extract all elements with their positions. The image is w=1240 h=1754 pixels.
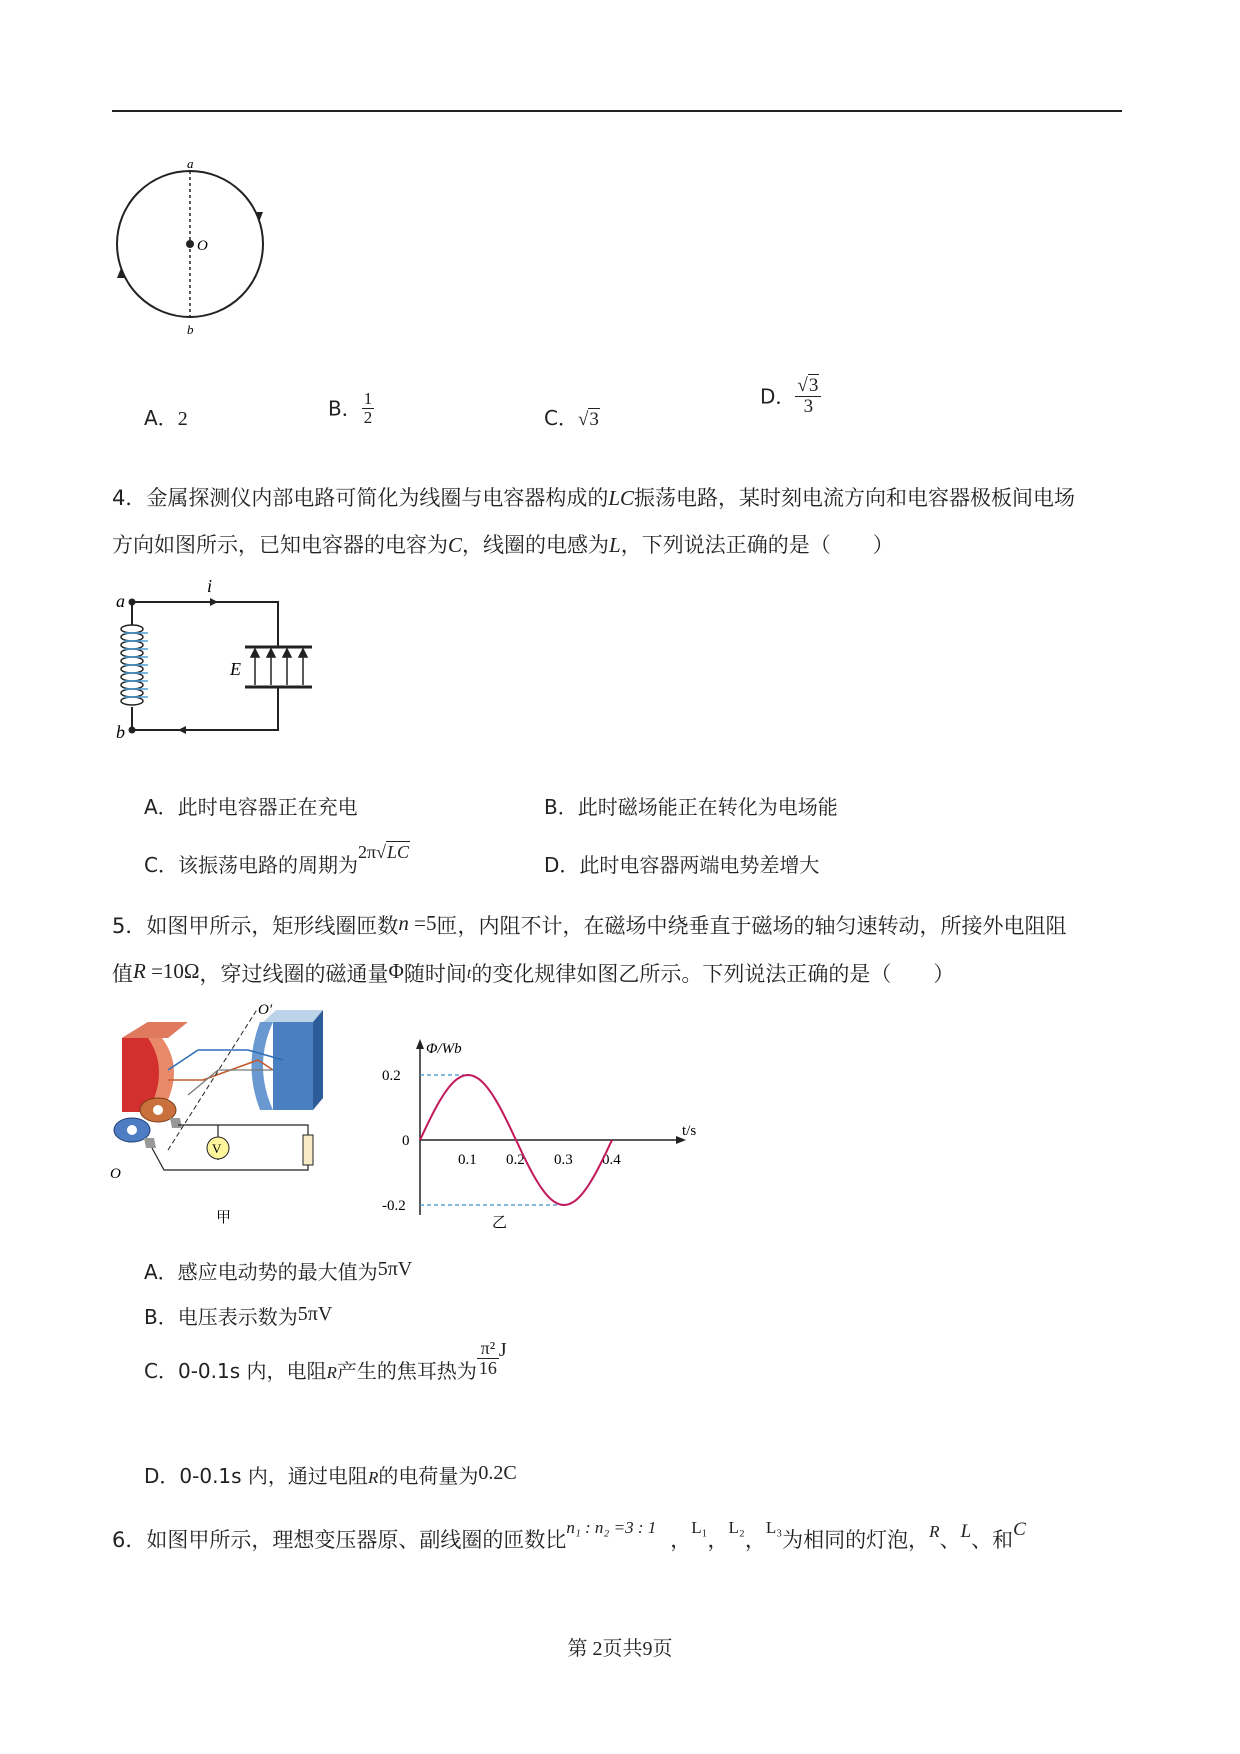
header-rule bbox=[112, 110, 1122, 112]
y-tick-label: 0.2 bbox=[382, 1068, 401, 1084]
lamp-l2: L₂ bbox=[728, 1518, 745, 1537]
fraction bbox=[795, 376, 821, 417]
sqrt-expr: √3 bbox=[577, 409, 599, 430]
option-letter: D． bbox=[760, 384, 796, 409]
var-t: t bbox=[466, 965, 472, 982]
q5-flux-chart bbox=[380, 1035, 710, 1230]
radicand: 3 bbox=[589, 409, 599, 430]
q3-label-b: b bbox=[187, 322, 194, 337]
chart-ylabel: Φ/Wb bbox=[426, 1041, 462, 1057]
fraction: $\frac{\text{π²}}{16}$ bbox=[478, 1338, 497, 1378]
option-letter: B． bbox=[328, 396, 362, 421]
q5-stem-line2: 值R =10Ω，穿过线圈的磁通量Φ随时间t的变化规律如图乙所示。下列说法正确的是（ ） bbox=[112, 959, 955, 986]
q6-stem-line1: 6．如图甲所示，理想变压器原、副线圈的匝数比$^{n_1 : n_2 =3 : 1}$，$^{L_1}$，$^{L_2}$，$^{L_3}$为相同的灯泡，$^R$、L、和C bbox=[112, 1518, 1026, 1552]
value: 0.2C bbox=[478, 1462, 517, 1484]
x-tick-label: 0.1 bbox=[458, 1152, 477, 1168]
q4-lc-circuit-figure bbox=[110, 575, 320, 745]
var-lc: LC bbox=[608, 486, 635, 510]
frac-num: 1 bbox=[363, 389, 373, 408]
q5-option-c[interactable]: C．0-0.1s 内，电阻R产生的焦耳热为 $\frac{\text{π²}}{16}$ J bbox=[144, 1338, 507, 1383]
q5-generator-figure bbox=[108, 1000, 328, 1235]
frac-den: 3 bbox=[803, 395, 814, 417]
q5-option-d[interactable]: D．0-0.1s 内，通过电阻R的电荷量为0.2C bbox=[144, 1462, 517, 1488]
var-n: n bbox=[398, 911, 409, 935]
page-footer: 第 2页共9页 bbox=[567, 1638, 673, 1660]
q5-option-a[interactable]: A．感应电动势的最大值为5πV bbox=[144, 1258, 413, 1284]
fig2-caption: 乙 bbox=[492, 1215, 508, 1230]
label-o-prime: O′ bbox=[258, 1002, 273, 1018]
option-letter: A． bbox=[144, 406, 178, 430]
lamp-l3: L₃ bbox=[765, 1518, 783, 1537]
var-r: R bbox=[133, 959, 146, 983]
var-c: C bbox=[1013, 1519, 1026, 1540]
x-tick-label: 0.2 bbox=[506, 1152, 525, 1168]
x-tick-label: 0.4 bbox=[602, 1152, 621, 1168]
frac-num: √3 bbox=[795, 376, 821, 397]
unit: J bbox=[498, 1338, 507, 1361]
var-c: C bbox=[448, 533, 463, 557]
value: 5πV bbox=[377, 1258, 413, 1280]
q3-option-d[interactable] bbox=[760, 376, 821, 417]
q4-label-e: E bbox=[230, 659, 241, 679]
q3-option-b[interactable] bbox=[328, 390, 374, 427]
y-tick-label: -0.2 bbox=[382, 1198, 406, 1214]
q4-option-d[interactable]: D．此时电容器两端电势差增大 bbox=[544, 853, 820, 877]
q5-option-b[interactable]: B．电压表示数为5πV bbox=[144, 1303, 333, 1329]
value: 5πV bbox=[297, 1303, 333, 1325]
y-tick-label: 0 bbox=[402, 1133, 410, 1149]
q4-option-c[interactable]: C．该振荡电路的周期为2π√LC bbox=[144, 842, 409, 877]
option-value: 2 bbox=[177, 408, 188, 430]
q4-option-a[interactable]: A．此时电容器正在充电 bbox=[144, 795, 358, 819]
voltmeter-v: V bbox=[212, 1141, 222, 1156]
fraction bbox=[362, 390, 375, 427]
q3-circle-figure bbox=[105, 150, 275, 340]
option-letter: C． bbox=[544, 406, 578, 430]
coef-2pi: 2π bbox=[357, 842, 377, 862]
var-l: L bbox=[960, 1521, 972, 1542]
var-r: R bbox=[929, 1522, 940, 1541]
q4-option-b[interactable]: B．此时磁场能正在转化为电场能 bbox=[544, 795, 838, 819]
radicand-lc: LC bbox=[386, 842, 409, 862]
var-r: R bbox=[326, 1362, 337, 1382]
frac-den: 2 bbox=[363, 407, 373, 427]
chart-xlabel: t/s bbox=[682, 1123, 697, 1139]
label-o: O bbox=[110, 1166, 121, 1182]
x-tick-label: 0.3 bbox=[554, 1152, 573, 1168]
q4-stem-line2: 方向如图所示，已知电容器的电容为C，线圈的电感为L，下列说法正确的是（ ） bbox=[112, 533, 894, 557]
q4-label-i: i bbox=[207, 576, 213, 596]
fig1-caption: 甲 bbox=[216, 1210, 232, 1226]
var-phi: Φ bbox=[388, 959, 404, 983]
var-l: L bbox=[609, 533, 621, 557]
q4-label-a: a bbox=[116, 591, 125, 611]
q4-label-b: b bbox=[116, 722, 125, 742]
q3-option-a[interactable] bbox=[144, 408, 188, 429]
q3-option-c[interactable] bbox=[544, 408, 600, 429]
ratio: n₁ : n₂ =3 : 1 bbox=[566, 1518, 657, 1537]
q5-stem-line1: 5．如图甲所示，矩形线圈匝数n =5匝，内阻不计，在磁场中绕垂直于磁场的轴匀速转动，所接外电阻阻 bbox=[112, 911, 1067, 938]
q3-label-o: O bbox=[197, 238, 208, 254]
lamp-l1: L₁ bbox=[691, 1518, 708, 1537]
var-r: R bbox=[367, 1468, 379, 1487]
q4-stem-line1: 4．金属探测仪内部电路可简化为线圈与电容器构成的LC振荡电路，某时刻电流方向和电容器极板间电场 bbox=[112, 486, 1076, 510]
q3-label-a: a bbox=[187, 156, 194, 171]
